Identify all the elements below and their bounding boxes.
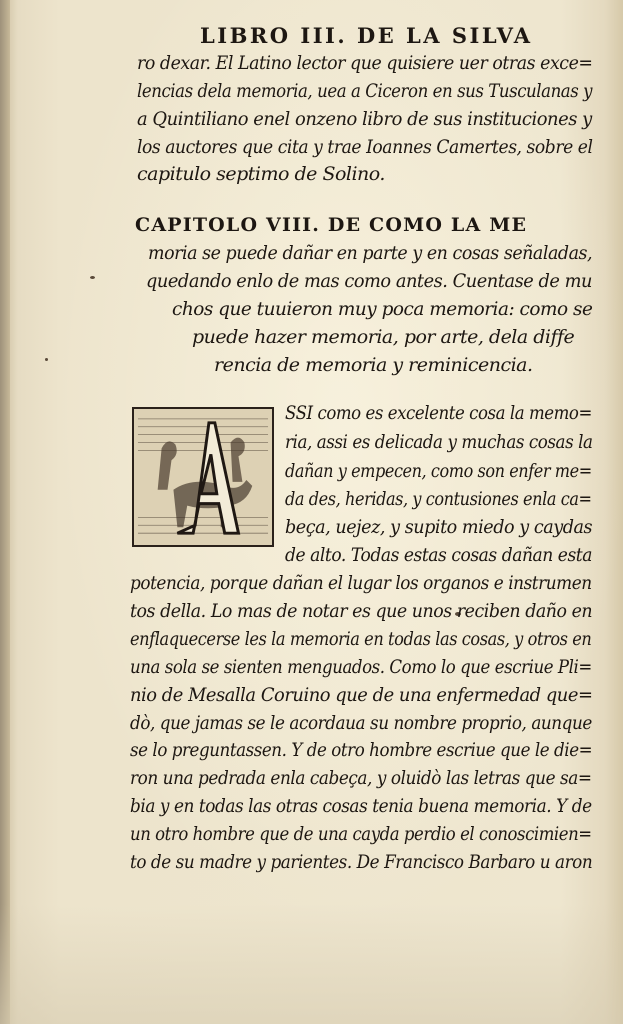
text-line: lencias dela memoria, uea a Ciceron en sus Tusculanas y xyxy=(137,80,593,102)
running-head: LIBRO III. DE LA SILVA xyxy=(200,23,533,48)
text-line: una sola se sienten menguados. Como lo que escriue Pli= xyxy=(130,656,592,678)
text-line: los auctores que cita y trae Ioannes Camertes, sobre el xyxy=(137,136,593,158)
text-line: enflaquecerse les la memoria en todas las cosas, y otros en xyxy=(130,628,592,650)
text-line: SSI como es excelente cosa la memo= xyxy=(285,402,592,424)
text-line: potencia, porque dañan el lugar los organos e instrumen xyxy=(130,572,592,594)
text-line: da des, heridas, y contusiones enla ca= xyxy=(285,488,592,510)
text-line: bia y en todas las otras cosas tenia buena memoria. Y de xyxy=(130,795,592,817)
text-line: beça, uejez, y supito miedo y caydas xyxy=(285,516,593,538)
chapter-title-line: moria se puede dañar en parte y en cosas señaladas, xyxy=(148,242,593,264)
text-line: ron una pedrada enla cabeça, y oluidò las letras que sa= xyxy=(130,767,592,789)
chapter-heading: CAPITOLO VIII. DE COMO LA ME xyxy=(135,214,528,236)
text-line: tos della. Lo mas de notar es que unos reciben daño en xyxy=(130,600,593,622)
text-line: capitulo septimo de Solino. xyxy=(137,163,385,185)
decorated-initial xyxy=(132,407,274,547)
text-line: ro dexar. El Latino lector que quisiere uer otras exce= xyxy=(137,52,593,74)
text-line: un otro hombre que de una cayda perdio el conoscimien= xyxy=(130,823,592,845)
text-line: se lo preguntassen. Y de otro hombre escriue que le die= xyxy=(130,739,593,761)
woodcut-illustration xyxy=(134,409,272,545)
chapter-title-line: chos que tuuieron muy poca memoria: como se xyxy=(172,298,593,320)
text-line: nio de Mesalla Coruino que de una enfermedad que= xyxy=(130,684,593,706)
text-line: a Quintiliano enel onzeno libro de sus instituciones y xyxy=(137,108,592,130)
chapter-title-line: puede hazer memoria, por arte, dela diffe xyxy=(192,326,575,348)
text-line: dañan y empecen, como son enfer me= xyxy=(285,460,592,482)
text-line: ria, assi es delicada y muchas cosas la xyxy=(285,431,593,453)
text-line: de alto. Todas estas cosas dañan esta xyxy=(285,544,592,566)
text-line: dò, que jamas se le acordaua su nombre proprio, aunque xyxy=(130,712,592,734)
text-line: to de su madre y parientes. De Francisco Barbaro u aron xyxy=(130,851,593,873)
chapter-title-line: quedando enlo de mas como antes. Cuentase de mu xyxy=(146,270,592,292)
chapter-title-line: rencia de memoria y reminicencia. xyxy=(214,354,533,376)
